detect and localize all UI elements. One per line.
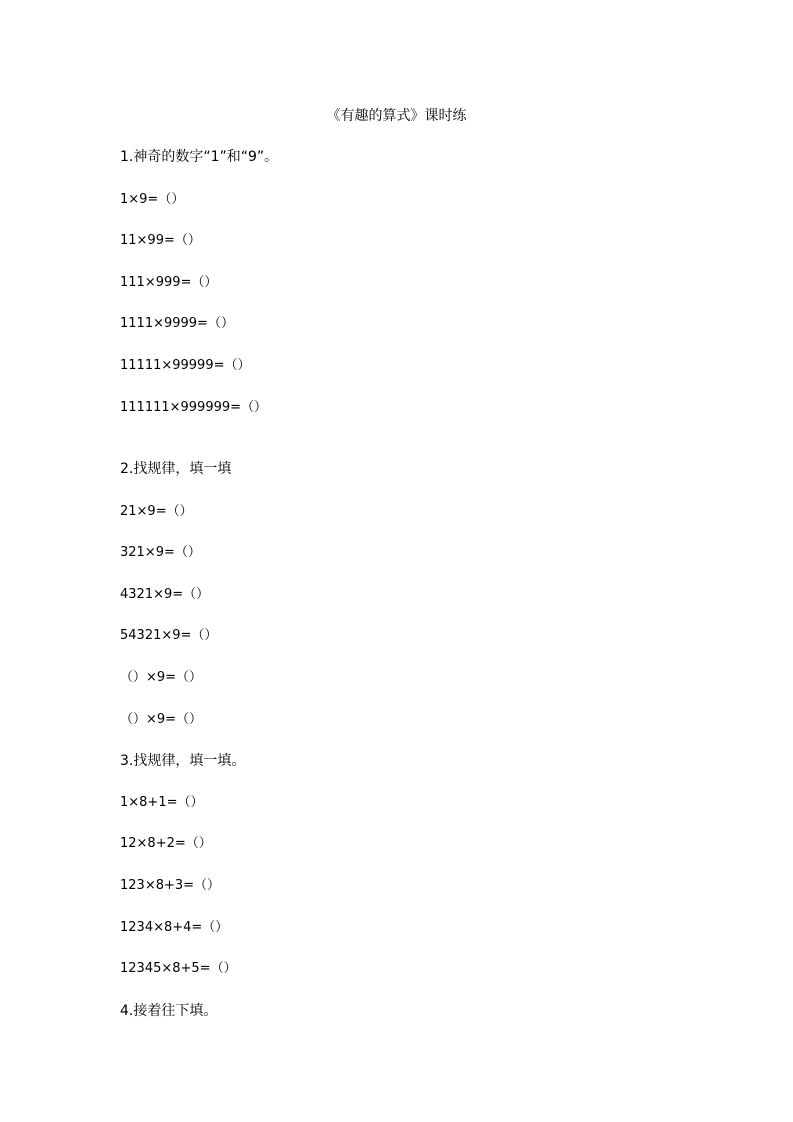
question-1-item-2: 11×99=（）	[120, 233, 201, 248]
question-2-item-2: 321×9=（）	[120, 545, 201, 560]
question-4-heading: 4.接着往下填。	[120, 1003, 218, 1019]
question-2-item-5: （）×9=（）	[120, 670, 203, 685]
question-1-item-6: 111111×999999=（）	[120, 400, 268, 415]
question-1-heading: 1.神奇的数字“1”和“9”。	[120, 149, 279, 165]
question-2-heading: 2.找规律，填一填	[120, 461, 232, 477]
question-2-item-1: 21×9=（）	[120, 504, 193, 519]
question-3-heading: 3.找规律，填一填。	[120, 753, 246, 769]
question-1-item-3: 111×999=（）	[120, 275, 218, 290]
question-3-item-3: 123×8+3=（）	[120, 878, 221, 893]
question-1-item-5: 11111×99999=（）	[120, 358, 251, 373]
question-3-item-4: 1234×8+4=（）	[120, 920, 229, 935]
question-3-item-1: 1×8+1=（）	[120, 795, 204, 810]
question-3-item-2: 12×8+2=（）	[120, 836, 212, 851]
worksheet-title: 《有趣的算式》课时练	[326, 108, 467, 124]
question-2-item-3: 4321×9=（）	[120, 587, 210, 602]
question-1-item-4: 1111×9999=（）	[120, 316, 234, 331]
question-2-item-6: （）×9=（）	[120, 712, 203, 727]
question-2-item-4: 54321×9=（）	[120, 628, 218, 643]
question-1-item-1: 1×9=（）	[120, 192, 185, 207]
question-3-item-5: 12345×8+5=（）	[120, 961, 237, 976]
